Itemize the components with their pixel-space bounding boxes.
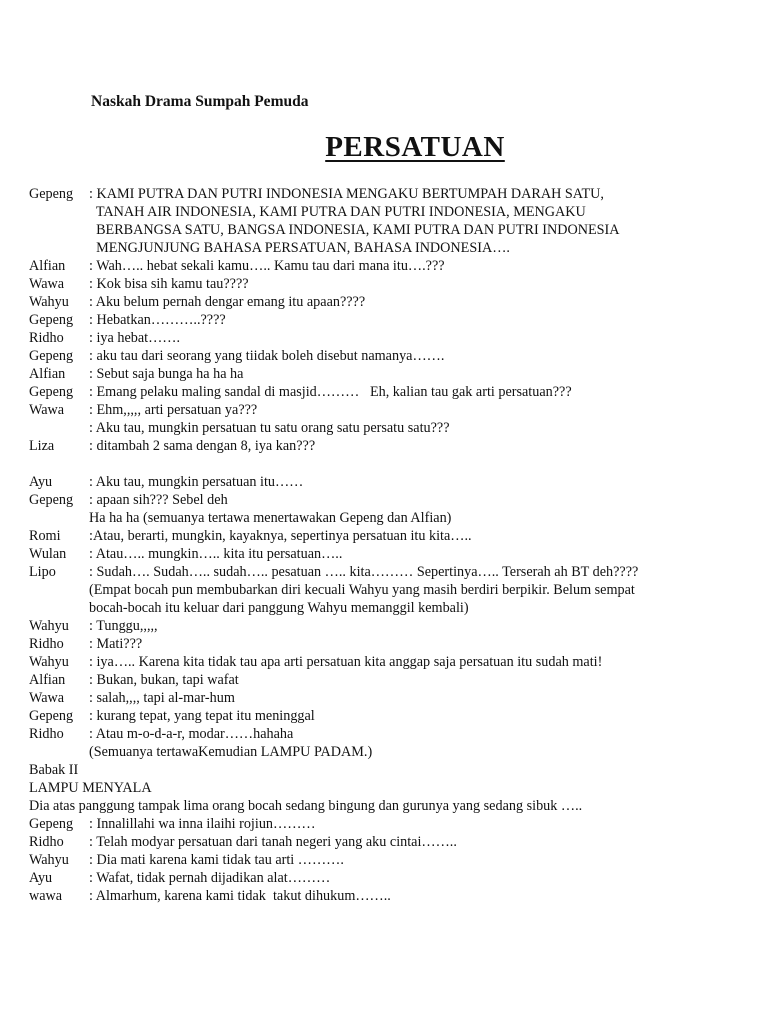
script-line xyxy=(29,491,749,509)
speaker-name: Romi xyxy=(29,528,61,544)
dialogue-text: : Bukan, bukan, tapi wafat xyxy=(89,672,239,688)
script-line xyxy=(29,815,749,833)
dialogue-text: : Aku tau, mungkin persatuan tu satu orang satu persatu satu??? xyxy=(89,420,450,436)
script-line xyxy=(29,761,749,779)
script-line xyxy=(29,725,749,743)
speaker-name: Alfian xyxy=(29,258,66,274)
dialogue-text: : Dia mati karena kami tidak tau arti ………. xyxy=(89,852,344,868)
dialogue-text: : Sebut saja bunga ha ha ha xyxy=(89,366,244,382)
dialogue-text: MENGJUNJUNG BAHASA PERSATUAN, BAHASA INDONESIA…. xyxy=(89,240,510,256)
speaker-name: Ridho xyxy=(29,636,64,652)
speaker-name: Alfian xyxy=(29,366,66,382)
speaker-name xyxy=(29,221,89,239)
dialogue-text: (Semuanya tertawaKemudian LAMPU PADAM.) xyxy=(89,744,373,760)
script-line xyxy=(29,833,749,851)
script-line xyxy=(29,869,749,887)
dialogue-text: : Atau m-o-d-a-r, modar……hahaha xyxy=(89,726,294,742)
speaker-name: Wahyu xyxy=(29,294,69,310)
speaker-name: Wahyu xyxy=(29,618,69,634)
dialogue-text: : KAMI PUTRA DAN PUTRI INDONESIA MENGAKU BERTUMPAH DARAH SATU, xyxy=(89,186,604,202)
speaker-name: Gepeng xyxy=(29,312,74,328)
speaker-name xyxy=(29,419,89,437)
dialogue-text: : aku tau dari seorang yang tiidak boleh disebut namanya……. xyxy=(89,348,445,364)
script-line xyxy=(29,851,749,869)
speaker-name: Ridho xyxy=(29,834,64,850)
script-line xyxy=(29,653,749,671)
dialogue-text: : Ehm,,,,, arti persatuan ya??? xyxy=(89,402,258,418)
script-line xyxy=(29,743,749,761)
dialogue-text: : Hebatkan………..???? xyxy=(89,312,226,328)
script-line xyxy=(29,563,749,581)
script-line xyxy=(29,275,749,293)
document-subtitle: Naskah Drama Sumpah Pemuda xyxy=(91,93,309,110)
speaker-name: Gepeng xyxy=(29,384,74,400)
dialogue-text: TANAH AIR INDONESIA, KAMI PUTRA DAN PUTRI INDONESIA, MENGAKU xyxy=(89,204,586,220)
script-line xyxy=(29,797,749,815)
dialogue-text: : salah,,,, tapi al-mar-hum xyxy=(89,690,235,706)
script-line xyxy=(29,383,749,401)
dialogue-text: : Innalillahi wa inna ilaihi rojiun……… xyxy=(89,816,316,832)
speaker-name: Ayu xyxy=(29,870,53,886)
speaker-name: Gepeng xyxy=(29,816,74,832)
dialogue-text: :Atau, berarti, mungkin, kayaknya, sepertinya persatuan itu kita….. xyxy=(89,528,472,544)
dialogue-text: : iya….. Karena kita tidak tau apa arti persatuan kita anggap saja persatuan itu sudah mati! xyxy=(89,654,603,670)
script-line xyxy=(29,203,749,221)
speaker-name: Gepeng xyxy=(29,348,74,364)
speaker-name: Liza xyxy=(29,438,55,454)
stage-direction: Babak II xyxy=(29,762,79,778)
script-line xyxy=(29,509,749,527)
speaker-name: Ayu xyxy=(29,474,53,490)
script-line xyxy=(29,347,749,365)
speaker-name: Wahyu xyxy=(29,852,69,868)
dialogue-text: : iya hebat……. xyxy=(89,330,181,346)
script-line xyxy=(29,401,749,419)
dialogue-text: : Atau….. mungkin….. kita itu persatuan….. xyxy=(89,546,343,562)
speaker-name: wawa xyxy=(29,888,63,904)
speaker-name: Ridho xyxy=(29,330,64,346)
script-line xyxy=(29,671,749,689)
dialogue-text: : Kok bisa sih kamu tau???? xyxy=(89,276,249,292)
speaker-name xyxy=(29,581,89,599)
script-line xyxy=(29,887,749,905)
dialogue-text: : Emang pelaku maling sandal di masjid……… Eh, kalian tau gak arti persatuan??? xyxy=(89,384,572,400)
script-line xyxy=(29,689,749,707)
speaker-name xyxy=(29,509,89,527)
dialogue-text: : Tunggu,,,,, xyxy=(89,618,158,634)
speaker-name xyxy=(29,239,89,257)
speaker-name: Ridho xyxy=(29,726,64,742)
script-line xyxy=(29,599,749,617)
script-body xyxy=(29,185,749,905)
script-line xyxy=(29,473,749,491)
script-line xyxy=(29,545,749,563)
speaker-name xyxy=(29,599,89,617)
speaker-name: Alfian xyxy=(29,672,66,688)
dialogue-text: Ha ha ha (semuanya tertawa menertawakan Gepeng dan Alfian) xyxy=(89,510,452,526)
script-line xyxy=(29,419,749,437)
speaker-name: Gepeng xyxy=(29,186,74,202)
speaker-name: Lipo xyxy=(29,564,56,580)
dialogue-text: : ditambah 2 sama dengan 8, iya kan??? xyxy=(89,438,316,454)
script-line xyxy=(29,617,749,635)
dialogue-text: BERBANGSA SATU, BANGSA INDONESIA, KAMI PUTRA DAN PUTRI INDONESIA xyxy=(89,222,620,238)
script-line xyxy=(29,257,749,275)
dialogue-text: : Almarhum, karena kami tidak takut dihukum…….. xyxy=(89,888,391,904)
dialogue-text: : Mati??? xyxy=(89,636,143,652)
script-line xyxy=(29,779,749,797)
dialogue-text: (Empat bocah pun membubarkan diri kecuali Wahyu yang masih berdiri berpikir. Belum sempat xyxy=(89,582,635,598)
dialogue-text: : Aku belum pernah dengar emang itu apaan???? xyxy=(89,294,366,310)
script-line xyxy=(29,221,749,239)
speaker-name: Wulan xyxy=(29,546,67,562)
dialogue-text: : Wah….. hebat sekali kamu….. Kamu tau dari mana itu….??? xyxy=(89,258,445,274)
speaker-name: Gepeng xyxy=(29,492,74,508)
speaker-name xyxy=(29,203,89,221)
script-line xyxy=(29,239,749,257)
script-line xyxy=(29,581,749,599)
dialogue-text: : kurang tepat, yang tepat itu meninggal xyxy=(89,708,315,724)
stage-direction: LAMPU MENYALA xyxy=(29,780,152,796)
dialogue-text: : Wafat, tidak pernah dijadikan alat……… xyxy=(89,870,331,886)
speaker-name xyxy=(29,743,89,761)
script-line xyxy=(29,527,749,545)
script-line xyxy=(29,329,749,347)
script-line xyxy=(29,437,749,455)
document-title: PERSATUAN xyxy=(325,131,505,163)
speaker-name: Wahyu xyxy=(29,654,69,670)
script-line xyxy=(29,185,749,203)
script-line xyxy=(29,365,749,383)
dialogue-text: : Sudah…. Sudah….. sudah….. pesatuan ….. kita……… Sepertinya….. Terserah ah BT deh???? xyxy=(89,564,639,580)
dialogue-text: : apaan sih??? Sebel deh xyxy=(89,492,228,508)
dialogue-text: : Telah modyar persatuan dari tanah negeri yang aku cintai…….. xyxy=(89,834,457,850)
speaker-name: Wawa xyxy=(29,402,65,418)
stage-direction: Dia atas panggung tampak lima orang bocah sedang bingung dan gurunya yang sedang sibuk ….. xyxy=(29,798,583,814)
dialogue-text: : Aku tau, mungkin persatuan itu…… xyxy=(89,474,304,490)
script-line xyxy=(29,311,749,329)
script-line xyxy=(29,707,749,725)
dialogue-text: bocah-bocah itu keluar dari panggung Wahyu memanggil kembali) xyxy=(89,600,469,616)
speaker-name: Wawa xyxy=(29,690,65,706)
speaker-name: Wawa xyxy=(29,276,65,292)
script-line xyxy=(29,293,749,311)
script-line xyxy=(29,635,749,653)
speaker-name: Gepeng xyxy=(29,708,74,724)
